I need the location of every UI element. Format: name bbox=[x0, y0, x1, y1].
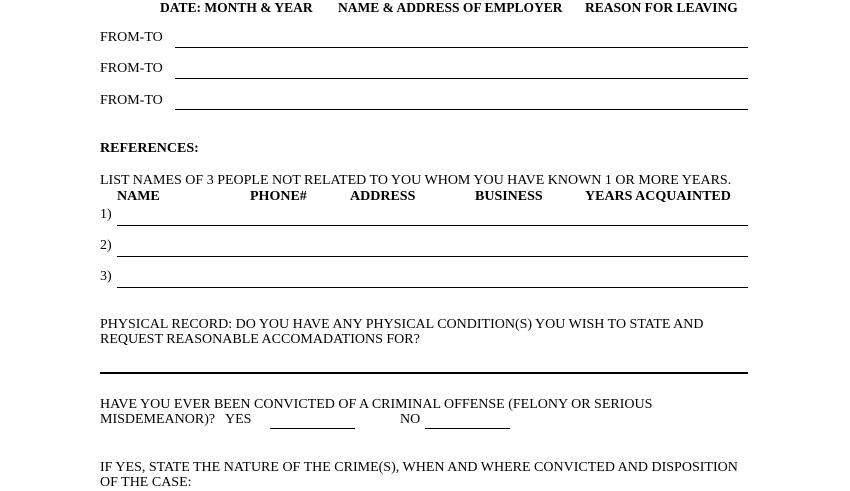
col-phone: PHONE# bbox=[250, 189, 307, 204]
criminal-yes-label: YES bbox=[225, 412, 252, 427]
criminal-no-label: NO bbox=[400, 412, 421, 427]
references-heading: REFERENCES: bbox=[100, 141, 199, 156]
crime-details-line-2: OF THE CASE: bbox=[100, 475, 192, 490]
criminal-question-line-1: HAVE YOU EVER BEEN CONVICTED OF A CRIMINAL OFFENSE (FELONY OR SERIOUS bbox=[100, 397, 653, 412]
criminal-no-line[interactable] bbox=[425, 428, 510, 429]
employment-line-2[interactable] bbox=[175, 78, 748, 79]
header-reason: REASON FOR LEAVING bbox=[585, 0, 738, 15]
employment-line-3[interactable] bbox=[175, 109, 748, 110]
physical-answer-line[interactable] bbox=[100, 372, 748, 374]
header-employer: NAME & ADDRESS OF EMPLOYER bbox=[338, 0, 563, 15]
header-date: DATE: MONTH & YEAR bbox=[160, 0, 313, 15]
reference-line-3[interactable] bbox=[117, 287, 748, 288]
reference-line-1[interactable] bbox=[117, 225, 748, 226]
criminal-question-line-2: MISDEMEANOR)? bbox=[100, 412, 216, 427]
reference-number-2: 2) bbox=[100, 238, 112, 253]
col-name: NAME bbox=[117, 189, 160, 204]
crime-details-line-1: IF YES, STATE THE NATURE OF THE CRIME(S), WHEN AND WHERE CONVICTED AND DISPOSITION bbox=[100, 460, 738, 475]
from-to-label-1: FROM-TO bbox=[100, 30, 163, 45]
from-to-label-2: FROM-TO bbox=[100, 61, 163, 76]
col-address: ADDRESS bbox=[350, 189, 416, 204]
col-business: BUSINESS bbox=[475, 189, 543, 204]
reference-line-2[interactable] bbox=[117, 256, 748, 257]
physical-question-line-1: PHYSICAL RECORD: DO YOU HAVE ANY PHYSICAL CONDITION(S) YOU WISH TO STATE AND bbox=[100, 317, 704, 332]
reference-number-3: 3) bbox=[100, 269, 112, 284]
employment-line-1[interactable] bbox=[175, 47, 748, 48]
from-to-label-3: FROM-TO bbox=[100, 93, 163, 108]
references-instruction: LIST NAMES OF 3 PEOPLE NOT RELATED TO YOU WHOM YOU HAVE KNOWN 1 OR MORE YEARS. bbox=[100, 173, 732, 188]
col-years: YEARS ACQUAINTED bbox=[585, 189, 731, 204]
reference-number-1: 1) bbox=[100, 207, 112, 222]
criminal-yes-line[interactable] bbox=[270, 428, 355, 429]
physical-question-line-2: REQUEST REASONABLE ACCOMADATIONS FOR? bbox=[100, 332, 420, 347]
